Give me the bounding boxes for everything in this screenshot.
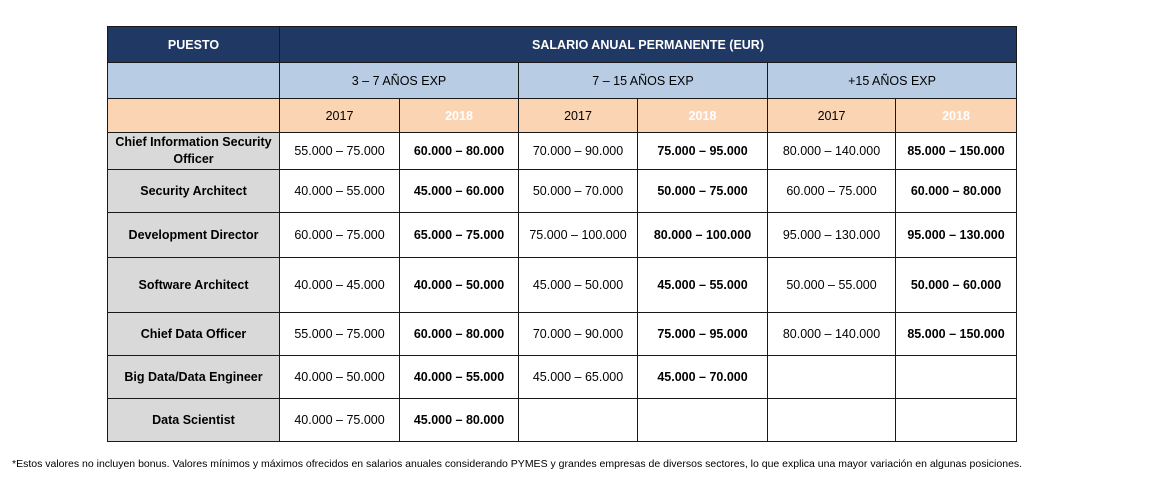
- salary-cell: [768, 356, 896, 399]
- header-exp-blank: [108, 63, 280, 99]
- salary-cell: 40.000 – 75.000: [280, 399, 400, 442]
- puesto-cell: Development Director: [108, 213, 280, 258]
- salary-cell: 40.000 – 50.000: [400, 258, 519, 313]
- salary-cell: 65.000 – 75.000: [400, 213, 519, 258]
- salary-cell: [638, 399, 768, 442]
- salary-cell: 45.000 – 70.000: [638, 356, 768, 399]
- puesto-cell: Data Scientist: [108, 399, 280, 442]
- salary-cell: 85.000 – 150.000: [896, 313, 1017, 356]
- puesto-cell: Big Data/Data Engineer: [108, 356, 280, 399]
- salary-cell: [896, 399, 1017, 442]
- salary-cell: 60.000 – 75.000: [280, 213, 400, 258]
- header-salario: SALARIO ANUAL PERMANENTE (EUR): [280, 27, 1017, 63]
- salary-cell: 70.000 – 90.000: [519, 313, 638, 356]
- header-exp-7-15: 7 – 15 AÑOS EXP: [519, 63, 768, 99]
- table-row: [108, 258, 1017, 313]
- header-year: 2018: [638, 99, 768, 133]
- header-year: 2018: [896, 99, 1017, 133]
- salary-cell: 40.000 – 55.000: [400, 356, 519, 399]
- salary-cell: 75.000 – 95.000: [638, 133, 768, 170]
- salary-cell: 45.000 – 50.000: [519, 258, 638, 313]
- salary-cell: 40.000 – 50.000: [280, 356, 400, 399]
- salary-cell: 60.000 – 80.000: [400, 133, 519, 170]
- header-year-blank: [108, 99, 280, 133]
- header-year: 2017: [768, 99, 896, 133]
- salary-cell: 85.000 – 150.000: [896, 133, 1017, 170]
- table-row: [108, 213, 1017, 258]
- header-year: 2017: [280, 99, 400, 133]
- puesto-cell: Software Architect: [108, 258, 280, 313]
- salary-cell: [896, 356, 1017, 399]
- table-row: [108, 356, 1017, 399]
- table-row: [108, 399, 1017, 442]
- salary-table: [107, 26, 1017, 442]
- header-puesto: PUESTO: [108, 27, 280, 63]
- header-exp-3-7: 3 – 7 AÑOS EXP: [280, 63, 519, 99]
- salary-cell: 50.000 – 75.000: [638, 170, 768, 213]
- salary-cell: 40.000 – 55.000: [280, 170, 400, 213]
- salary-cell: 60.000 – 80.000: [896, 170, 1017, 213]
- salary-cell: 80.000 – 100.000: [638, 213, 768, 258]
- table-row: [108, 313, 1017, 356]
- salary-cell: 45.000 – 60.000: [400, 170, 519, 213]
- salary-cell: 50.000 – 60.000: [896, 258, 1017, 313]
- header-exp-15-plus: +15 AÑOS EXP: [768, 63, 1017, 99]
- table-row: [108, 133, 1017, 170]
- salary-cell: [768, 399, 896, 442]
- puesto-cell: Chief Data Officer: [108, 313, 280, 356]
- table-row: [108, 170, 1017, 213]
- salary-cell: [519, 399, 638, 442]
- header-year: 2017: [519, 99, 638, 133]
- salary-cell: 45.000 – 80.000: [400, 399, 519, 442]
- salary-cell: 95.000 – 130.000: [896, 213, 1017, 258]
- puesto-cell: Security Architect: [108, 170, 280, 213]
- salary-cell: 45.000 – 65.000: [519, 356, 638, 399]
- puesto-cell: Chief Information Security Officer: [108, 133, 280, 170]
- salary-cell: 60.000 – 80.000: [400, 313, 519, 356]
- salary-cell: 50.000 – 70.000: [519, 170, 638, 213]
- salary-cell: 75.000 – 100.000: [519, 213, 638, 258]
- salary-cell: 60.000 – 75.000: [768, 170, 896, 213]
- salary-cell: 80.000 – 140.000: [768, 133, 896, 170]
- header-year: 2018: [400, 99, 519, 133]
- salary-cell: 70.000 – 90.000: [519, 133, 638, 170]
- salary-cell: 40.000 – 45.000: [280, 258, 400, 313]
- salary-cell: 75.000 – 95.000: [638, 313, 768, 356]
- footnote: *Estos valores no incluyen bonus. Valores mínimos y máximos ofrecidos en salarios anuales considerando PYMES y grandes empresas de diversos sectores, lo que explica una mayor variación en algunas posiciones.: [12, 458, 1023, 470]
- salary-cell: 45.000 – 55.000: [638, 258, 768, 313]
- salary-cell: 55.000 – 75.000: [280, 133, 400, 170]
- salary-cell: 80.000 – 140.000: [768, 313, 896, 356]
- salary-cell: 95.000 – 130.000: [768, 213, 896, 258]
- salary-cell: 50.000 – 55.000: [768, 258, 896, 313]
- salary-cell: 55.000 – 75.000: [280, 313, 400, 356]
